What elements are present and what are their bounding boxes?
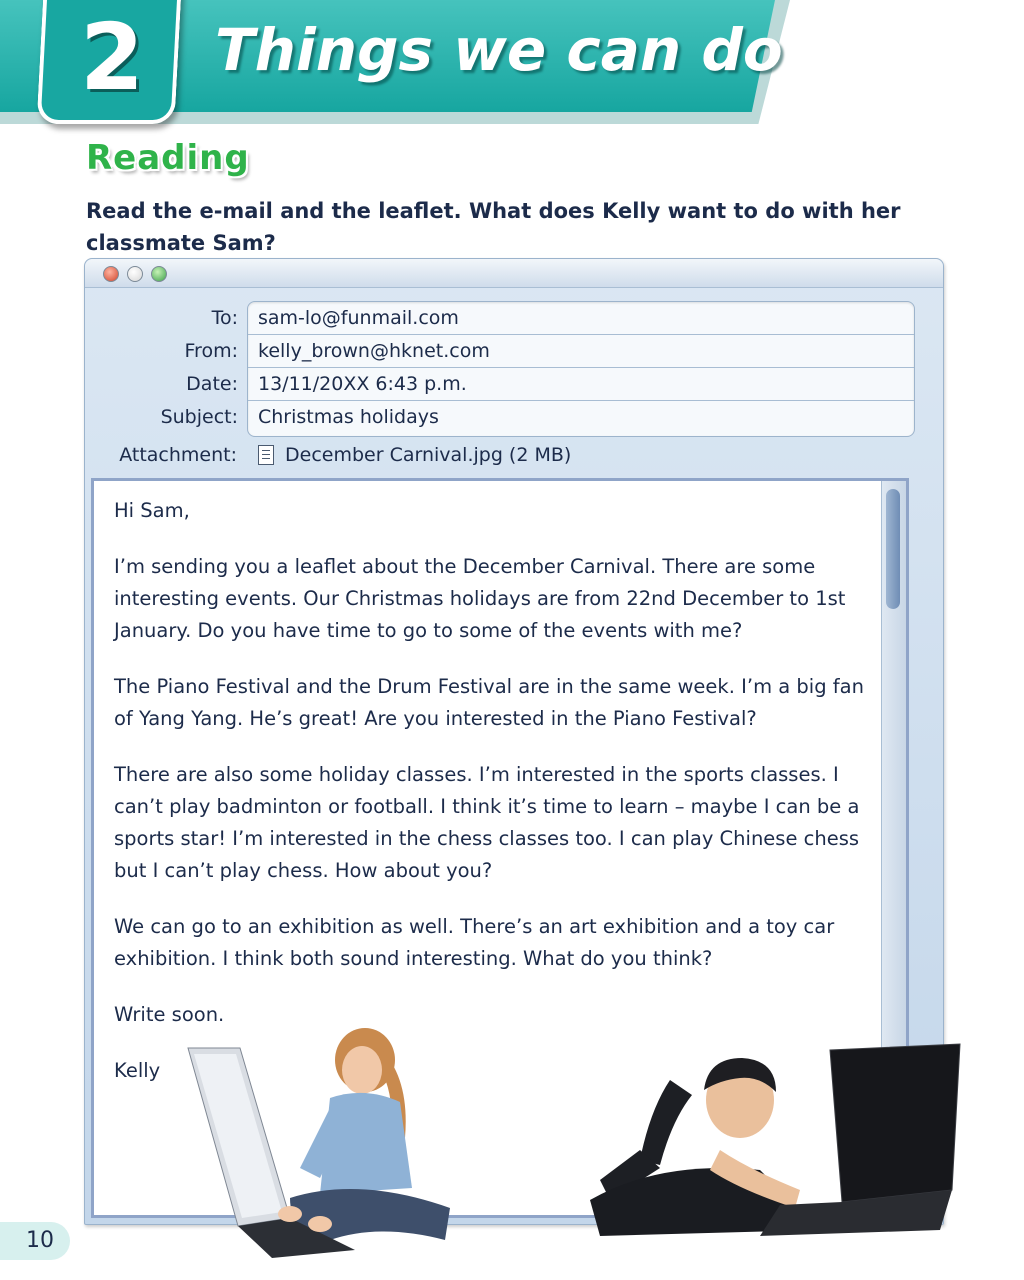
section-heading: Reading [86, 138, 250, 178]
minimize-window-icon[interactable] [127, 266, 143, 282]
close-window-icon[interactable] [103, 266, 119, 282]
greeting: Hi Sam, [114, 499, 190, 522]
to-value: sam-lo@funmail.com [258, 307, 459, 329]
paragraph-4: We can go to an exhibition as well. There’s an art exhibition and a toy car exhibition. I think both sound interesting. What do you think? [114, 915, 835, 970]
paragraph-2: The Piano Festival and the Drum Festival are in the same week. I’m a big fan of Yang Yang. He’s great! Are you interested in the Piano Festival? [114, 675, 864, 730]
scrollbar-thumb[interactable] [886, 489, 900, 609]
zoom-window-icon[interactable] [151, 266, 167, 282]
unit-title: Things we can do [215, 16, 783, 84]
subject-value: Christmas holidays [258, 406, 439, 428]
date-field[interactable] [186, 368, 914, 401]
girl-with-laptop-photo [180, 1018, 470, 1260]
to-label: To: [211, 307, 238, 329]
paragraph-1: I’m sending you a leaflet about the December Carnival. There are some interesting events. Our Christmas holidays are from 22nd December to 1st January. Do you have time to go to some of the events with me? [114, 555, 846, 642]
date-value: 13/11/20XX 6:43 p.m. [258, 373, 467, 395]
paragraph-3: There are also some holiday classes. I’m interested in the sports classes. I can’t play badminton or football. I think it’s time to learn – maybe I can be a sports star! I’m interested in the chess classes too. I can play Chinese chess but I can’t play chess. How about you? [114, 763, 860, 882]
attachment-label: Attachment: [119, 444, 237, 466]
from-value: kelly_brown@hknet.com [258, 340, 490, 362]
window-titlebar [85, 259, 943, 288]
date-label: Date: [186, 373, 238, 395]
email-header-fields [160, 301, 915, 437]
boy-with-laptop-photo [580, 1040, 970, 1240]
closing: Write soon. [114, 1003, 225, 1026]
to-field[interactable] [211, 302, 914, 335]
subject-label: Subject: [160, 406, 238, 428]
document-icon[interactable] [258, 445, 274, 465]
page-number: 10 [26, 1228, 54, 1253]
subject-field[interactable] [160, 401, 914, 433]
signature: Kelly [114, 1059, 161, 1082]
attachment-link[interactable]: December Carnival.jpg (2 MB) [285, 444, 572, 466]
unit-number: 2 [79, 4, 144, 111]
from-label: From: [184, 340, 238, 362]
reading-instruction: Read the e-mail and the leaflet. What does Kelly want to do with her classmate Sam? [86, 199, 901, 255]
from-field[interactable] [184, 335, 914, 368]
